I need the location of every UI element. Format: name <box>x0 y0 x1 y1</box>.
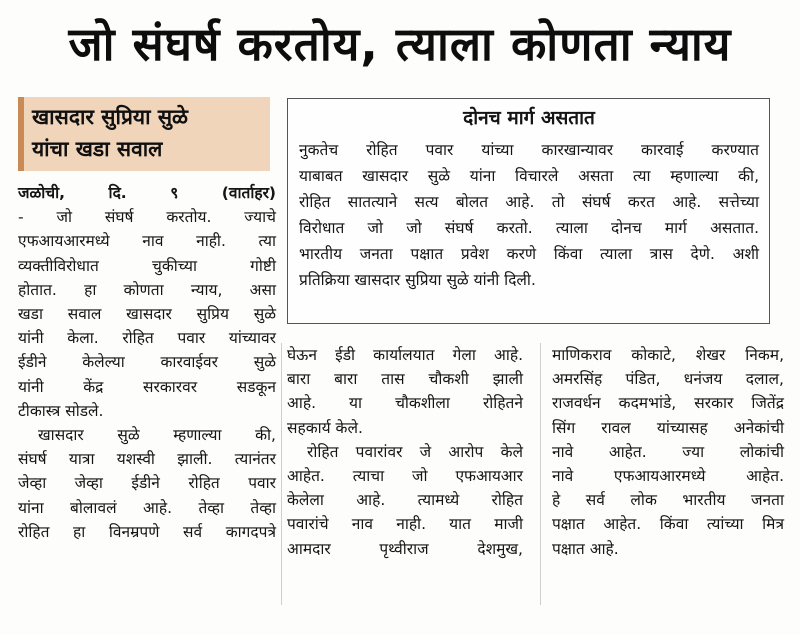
text-line: खासदार सुळे म्हणाल्या की, <box>38 426 276 445</box>
text-line: रोहित हा विनम्रपणे सर्व कागदपत्रे <box>18 522 276 541</box>
text-line: रोहित पवारांवर जे आरोप केले <box>307 442 523 461</box>
headline: जो संघर्ष करतोय, त्याला कोणता न्याय <box>68 17 732 71</box>
text-line: घेऊन ईडी कार्यालयात गेला आहे. <box>287 346 523 364</box>
text-line: भारतीय जनता पक्षात प्रवेश करणे किंवा त्याला त्रास देणे. अशी <box>299 245 759 263</box>
text-line: एफआयआरमध्ये नाव नाही. त्या <box>18 232 276 251</box>
text-line: - जो संघर्ष करतोय. ज्याचे <box>18 208 276 227</box>
text-line: होतात. हा कोणता न्याय, असा <box>18 280 276 299</box>
article-column-1 <box>18 181 276 544</box>
subheadline-line: खासदार सुप्रिया सुळे <box>32 105 188 129</box>
text-line: यांनी केंद्र सरकारवर सडकून <box>18 377 276 396</box>
text-line: आहे. या चौकशीला रोहितने <box>287 394 523 413</box>
text-line: ईडीने केलेल्या कारवाईवर सुळे <box>18 353 276 372</box>
text-line: सहकार्य केले. <box>287 418 363 437</box>
text-line: अमरसिंह पंडित, धनंजय दलाल, <box>552 370 784 389</box>
text-line: आहेत. त्याचा जो एफआयआर <box>287 467 523 486</box>
text-line: बारा बारा तास चौकशी झाली <box>287 370 523 389</box>
text-line: प्रतिक्रिया खासदार सुप्रिया सुळे यांनी दिली. <box>299 271 536 289</box>
text-line: पवारांचे नाव नाही. यात माजी <box>287 515 523 534</box>
column-divider <box>281 343 282 605</box>
article-column-3 <box>552 343 784 561</box>
text-line: रोहित सातत्याने सत्य बोलत आहे. तो संघर्ष करत आहे. सत्तेच्या <box>299 193 759 211</box>
text-line: पक्षात आहेत. किंवा त्यांच्या मित्र <box>552 515 784 534</box>
text-line: नावे एफआयआरमध्ये आहेत. <box>552 467 784 486</box>
text-line: राजवर्धन कदमभांडे, सरकार जितेंद्र <box>552 394 784 413</box>
text-line: माणिकराव कोकाटे, शेखर निकम, <box>552 346 784 364</box>
sidebar-box-title: दोनच मार्ग असतात <box>463 107 595 129</box>
text-line: यांनी केला. रोहित पवार यांच्यावर <box>18 329 276 348</box>
text-line: संघर्ष यात्रा यशस्वी झाली. त्यानंतर <box>18 450 276 469</box>
text-line: आमदार पृथ्वीराज देशमुख, <box>287 539 523 558</box>
text-line: याबाबत खासदार सुळे यांना विचारले असता त्या म्हणाल्या की, <box>299 167 759 185</box>
subheadline-box <box>18 97 270 171</box>
column-divider <box>540 343 541 605</box>
text-line: केलेला आहे. त्यामध्ये रोहित <box>287 491 523 510</box>
text-line: नावे आहेत. ज्या लोकांची <box>552 442 784 461</box>
text-line: यांना बोलावलं आहे. तेव्हा तेव्हा <box>18 498 276 517</box>
dateline: जळोची, दि. ९ (वार्ताहर) <box>18 184 276 202</box>
text-line: सिंग रावल यांच्यासह अनेकांची <box>552 418 784 437</box>
text-line: पक्षात आहे. <box>552 539 619 558</box>
text-line: हे सर्व लोक भारतीय जनता <box>552 491 784 510</box>
text-line: खडा सवाल खासदार सुप्रिय सुळे <box>18 305 276 324</box>
text-line: व्यक्तीविरोधात चुकीच्या गोष्टी <box>18 256 276 275</box>
text-line: जेव्हा जेव्हा ईडीने रोहित पवार <box>18 474 276 493</box>
article-column-2 <box>287 343 523 561</box>
text-line: टीकास्त्र सोडले. <box>18 401 104 420</box>
text-line: नुकतेच रोहित पवार यांच्या कारखान्यावर कारवाई करण्यात <box>299 141 759 159</box>
text-line: विरोधात जो जो संघर्ष करतो. त्याला दोनच मार्ग असतात. <box>299 219 759 237</box>
sidebar-box <box>287 98 770 324</box>
subheadline-line: यांचा खडा सवाल <box>32 137 163 161</box>
